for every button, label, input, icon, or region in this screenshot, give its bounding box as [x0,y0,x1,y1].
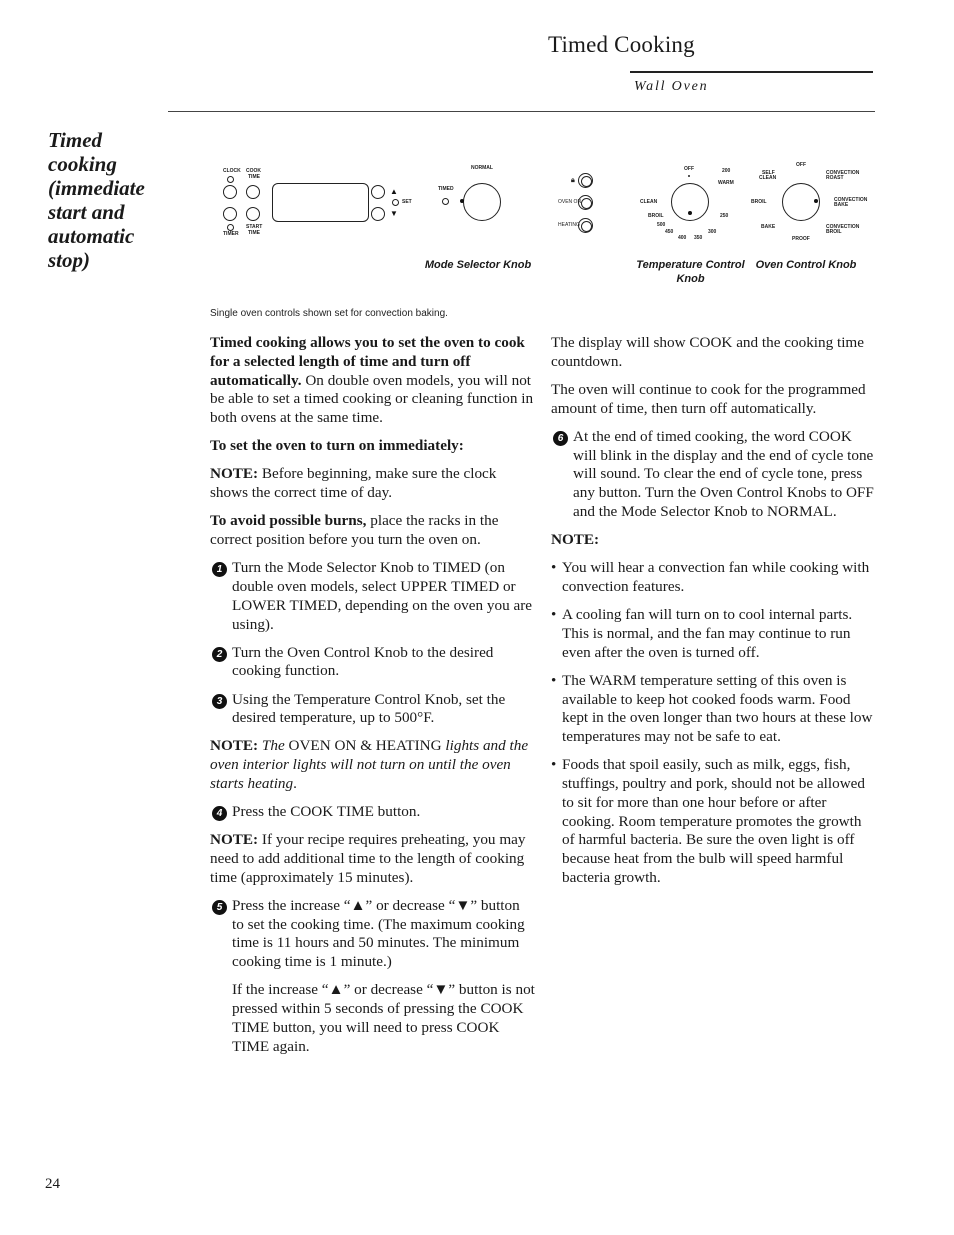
increase-button[interactable] [371,185,385,199]
cook-time-label-line1: COOK [246,168,261,174]
heating-label: HEATING [558,222,580,228]
down-arrow-icon: ▼ [390,209,398,218]
warm-label: WARM [718,180,734,186]
right-column [551,334,876,897]
clean-label: CLEAN [640,199,658,205]
intro-text: On double oven models, you will not be able to set a timed cooking or cleaning function in both ovens at the same time. [210,371,534,427]
temp-500-label: 500 [657,222,666,228]
note-heading: NOTE: [551,531,600,549]
temp-off-label: OFF [684,166,694,172]
clock-display [272,183,369,222]
step-text: Using the Temperature Control Knob, set the desired temperature, up to 500°F. [232,690,506,727]
note-caps: OVEN ON & HEATING [284,737,442,755]
clock-button[interactable] [223,185,237,199]
oven-control-knob[interactable] [782,183,820,221]
temperature-caption-line1: Temperature Control [636,259,745,271]
timed-label: TIMED [438,186,454,192]
convection-bake-label-line1: CONVECTION [834,197,868,203]
oven-on-label: OVEN ON [558,199,582,205]
step-number-icon: 1 [212,562,227,577]
step-number-icon: 5 [212,900,227,915]
temp-knob-indicator [688,211,692,215]
start-time-label-line2: TIME [248,230,260,236]
step-number-icon: 2 [212,647,227,662]
clock-label: CLOCK [223,168,241,174]
note-text: If your recipe requires preheating, you may need to add additional time to the length of cooking time (approximately 15 minutes). [210,831,526,886]
oven-control-off-label: OFF [796,162,806,168]
note-label: NOTE: [210,737,259,755]
timer-icon [227,224,234,231]
step-4 [210,803,535,822]
self-clean-label-line2: CLEAN [759,175,777,181]
step-number-icon: 4 [212,806,227,821]
heating-light [578,218,593,233]
note-label: NOTE: [210,831,259,849]
note-clock [210,465,535,503]
step-3 [210,691,535,729]
step-number-icon: 3 [212,694,227,709]
note-text: Before beginning, make sure the clock shows the correct time of day. [210,465,497,502]
lock-light [578,173,593,188]
convection-bake-label-line2: BAKE [834,202,849,208]
set-clock-icon [392,199,399,206]
set-heading: To set the oven to turn on immediately: [210,437,464,455]
intro-paragraph [210,334,535,428]
convection-roast-label-line1: CONVECTION [826,170,860,176]
step-text: Press the COOK TIME button. [232,803,421,821]
mode-selector-caption: Mode Selector Knob [424,259,532,271]
temperature-caption-line2: Knob [676,273,705,285]
note-bullet: • You will hear a convection fan while cooking with convection features. [551,559,876,597]
note-bullet: • Foods that spoil easily, such as milk, eggs, fish, stuffings, poultry and pork, should not be allowed to sit for more than one hour before or after cooking. Room temperature promotes the growth of harmful bacteria. Be sure the oven light is off because heat from the bulb will speed harmful bacteria growth. [551,756,876,888]
convection-broil-label-line1: CONVECTION [826,224,860,230]
temp-off-tick [688,175,690,177]
page-title: Timed Cooking [548,32,695,57]
proof-label: PROOF [792,236,810,242]
temp-200-label: 200 [722,168,731,174]
burns-text: place the racks in the correct position before you turn the oven on. [210,512,499,549]
note-italic: lights and the oven interior lights will not turn on until the oven starts heating [210,737,529,793]
oven-knob-indicator [814,199,818,203]
cook-time-label-line2: TIME [248,174,260,180]
left-column [210,334,535,1066]
step-5 [210,897,535,972]
lock-icon: 🔒︎ [571,177,575,184]
timed-clock-icon [442,198,449,205]
panel-caption-note: Single oven controls shown set for convection baking. [210,308,448,319]
temp-350-label: 350 [694,235,703,241]
normal-label: NORMAL [471,165,493,171]
cook-time-button[interactable] [246,185,260,199]
note-end: . [293,775,297,793]
mode-selector-knob[interactable] [463,183,501,221]
step-text: Turn the Mode Selector Knob to TIMED (on double oven models, select UPPER TIMED or LOWER TIMED, depending on the oven you are using). [232,559,533,633]
burns-bold: To avoid possible burns, [210,512,367,530]
step-2 [210,644,535,682]
step-text: At the end of timed cooking, the word COOK will blink in the display and the end of cycle tone will sound. To clear the end of cycle tone, press any button. Turn the Oven Control Knobs to OFF and the Mode Selector Knob to NORMAL. [573,427,874,520]
note-label: NOTE: [210,465,259,483]
step-6 [551,428,876,522]
step-text: Turn the Oven Control Knob to the desired cooking function. [232,643,494,680]
timer-label: TIMER [223,231,239,237]
section-heading: Timed cooking (immediate start and automatic stop) [48,128,145,272]
up-arrow-icon: ▲ [390,187,398,196]
convection-broil-label-line2: BROIL [826,229,842,235]
clock-icon [227,176,234,183]
step-1 [210,559,535,634]
temp-400-label: 400 [678,235,687,241]
bake-label: BAKE [761,224,776,230]
self-clean-label-line1: SELF [762,170,775,176]
start-time-button[interactable] [246,207,260,221]
convection-roast-label-line2: ROAST [826,175,844,181]
header-rule [168,111,875,112]
oven-control-caption: Oven Control Knob [755,259,857,271]
decrease-button[interactable] [371,207,385,221]
continue-paragraph: The oven will continue to cook for the programmed amount of time, then turn off automatically. [551,380,866,417]
temperature-control-knob[interactable] [671,183,709,221]
note-bullet: • The WARM temperature setting of this oven is available to keep hot cooked foods warm. Food kept in the oven longer than two hours at these low temperatures may not be safe to eat. [551,672,876,747]
display-paragraph: The display will show COOK and the cooking time countdown. [551,334,864,370]
oven-on-light [578,195,593,210]
step-5-continuation: If the increase “▲” or decrease “▼” button is not pressed within 5 seconds of pressing the COOK TIME button, you will need to press COOK TIME again. [232,981,535,1055]
start-time-label-line1: START [246,224,263,230]
note-lights [210,737,535,793]
timer-button[interactable] [223,207,237,221]
temperature-control-caption [633,258,748,286]
burns-warning [210,512,535,550]
intro-bold: Timed cooking allows you to set the oven to cook for a selected length of time and turn off automatically. [210,334,525,389]
mode-knob-indicator [460,199,464,203]
step-number-icon: 6 [553,431,568,446]
page-number: 24 [45,1176,60,1192]
control-panel-illustration [208,150,878,300]
temp-450-label: 450 [665,229,674,235]
temp-300-label: 300 [708,229,717,235]
note-preheat [210,831,535,887]
title-rule [630,71,873,73]
step-text: Press the increase “▲” or decrease “▼” button to set the cooking time. (The maximum cooking time is 11 hours and 50 minutes. The minimum cooking time is 1 minute.) [232,896,525,971]
note-bullet: • A cooling fan will turn on to cool internal parts. This is normal, and the fan may continue to run even after the oven is turned off. [551,606,876,662]
page-subtitle: Wall Oven [634,79,709,94]
temp-250-label: 250 [720,213,729,219]
broil-temp-label: BROIL [648,213,664,219]
set-label: SET [402,199,412,205]
broil-label: BROIL [751,199,767,205]
note-the: The [258,737,285,755]
